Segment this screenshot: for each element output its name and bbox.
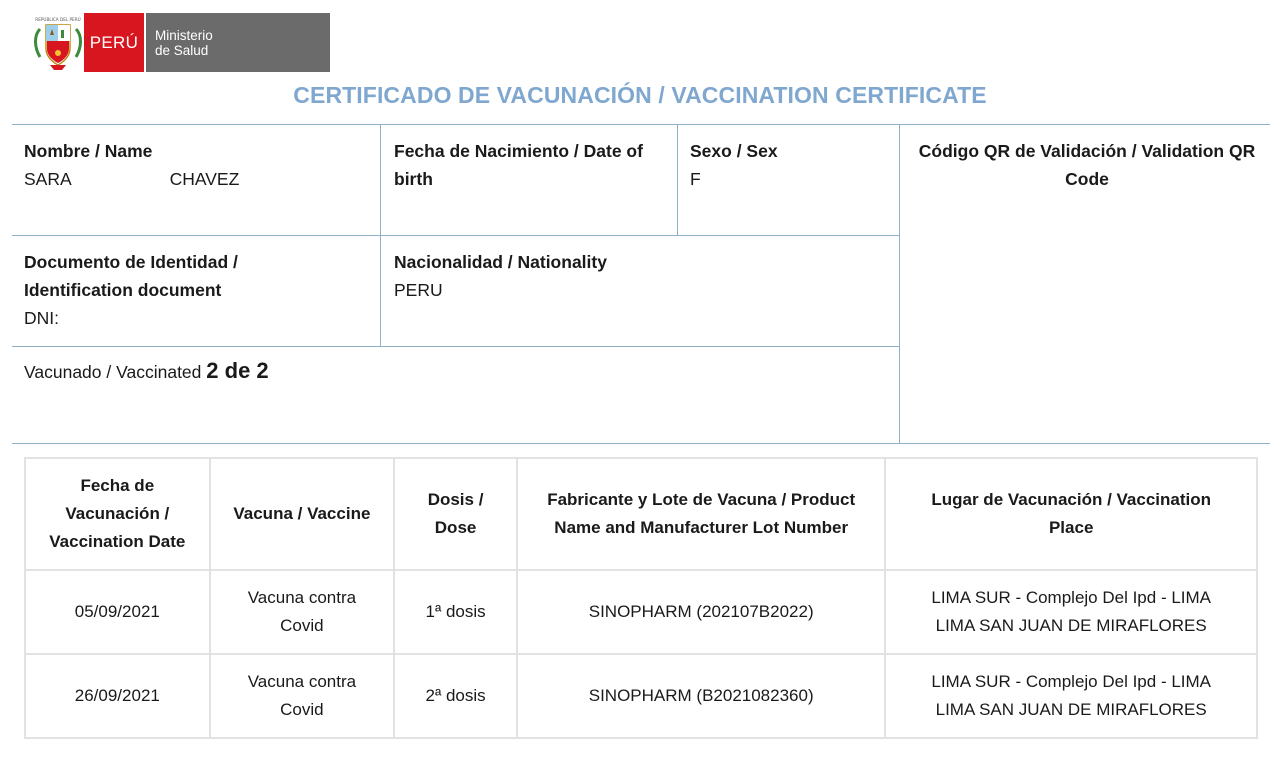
header-vaccination-date: Fecha de Vacunación / Vaccination Date: [26, 459, 211, 571]
grid-line-row1: [12, 235, 899, 236]
sex-value: F: [690, 169, 701, 189]
ministry-line-2: de Salud: [155, 42, 209, 58]
ministry-logo: [32, 13, 330, 72]
vaccinated-cell: [24, 357, 884, 386]
grid-line-col1: [380, 124, 381, 347]
country-label: PERÚ: [84, 13, 144, 72]
id-label-line-2: Identification document: [24, 280, 222, 300]
name-value: [24, 165, 374, 193]
nationality-value: PERU: [394, 280, 443, 300]
id-label-line-1: Documento de Identidad /: [24, 252, 238, 272]
cell-dose: 1ª dosis: [395, 571, 518, 655]
name-label: Nombre / Name: [24, 141, 153, 161]
cell-date: 05/09/2021: [26, 571, 211, 655]
cell-dose: 2ª dosis: [395, 655, 518, 737]
first-name: SARA: [24, 169, 71, 189]
last-name: CHAVEZ: [169, 169, 240, 189]
table-row: [26, 571, 1256, 655]
cell-vaccine: Vacuna contra Covid: [211, 571, 396, 655]
nationality-cell: [394, 248, 884, 304]
cell-product: SINOPHARM (202107B2022): [518, 571, 886, 655]
cell-place: LIMA SUR - Complejo Del Ipd - LIMA LIMA SAN JUAN DE MIRAFLORES: [931, 672, 1212, 719]
vaccinated-label: Vacunado / Vaccinated: [24, 362, 202, 382]
id-document-cell: [24, 248, 374, 332]
vaccinated-value: 2 de 2: [206, 358, 269, 383]
id-value: DNI:: [24, 308, 59, 328]
grid-line-bottom: [12, 443, 1270, 444]
seal-text: REPÚBLICA DEL PERÚ: [35, 17, 81, 22]
qr-code-label: Código QR de Validación / Validation QR Code: [918, 141, 1256, 189]
grid-line-col3: [899, 124, 900, 444]
table-header-row: [26, 459, 1256, 571]
header-vaccination-place: Lugar de Vacunación / Vaccination Place: [886, 459, 1256, 571]
header-product-lot: Fabricante y Lote de Vacuna / Product Name and Manufacturer Lot Number: [518, 459, 886, 571]
certificate-title: CERTIFICADO DE VACUNACIÓN / VACCINATION CERTIFICATE: [293, 82, 987, 108]
cell-vaccine: Vacuna contra Covid: [211, 655, 396, 737]
header-dose: Dosis / Dose: [395, 459, 518, 571]
cell-date: 26/09/2021: [26, 655, 211, 737]
ministry-line-1: Ministerio: [155, 27, 213, 43]
grid-line-col2: [677, 124, 678, 236]
cell-place: LIMA SUR - Complejo Del Ipd - LIMA LIMA SAN JUAN DE MIRAFLORES: [886, 571, 1256, 655]
ministry-name: [146, 13, 330, 72]
dob-label: Fecha de Nacimiento / Date of birth: [394, 141, 643, 189]
nationality-label: Nacionalidad / Nationality: [394, 252, 607, 272]
grid-line-row2: [12, 346, 899, 347]
dob-cell: [394, 137, 669, 193]
coat-of-arms-icon: [32, 13, 84, 72]
header-vaccine: Vacuna / Vaccine: [211, 459, 396, 571]
name-cell: [24, 137, 374, 193]
sex-label: Sexo / Sex: [690, 141, 778, 161]
cell-product: SINOPHARM (B2021082360): [518, 655, 886, 737]
sex-cell: [690, 137, 890, 193]
grid-line-top: [12, 124, 1270, 125]
vaccination-table: [24, 457, 1258, 739]
table-row: [26, 655, 1256, 737]
